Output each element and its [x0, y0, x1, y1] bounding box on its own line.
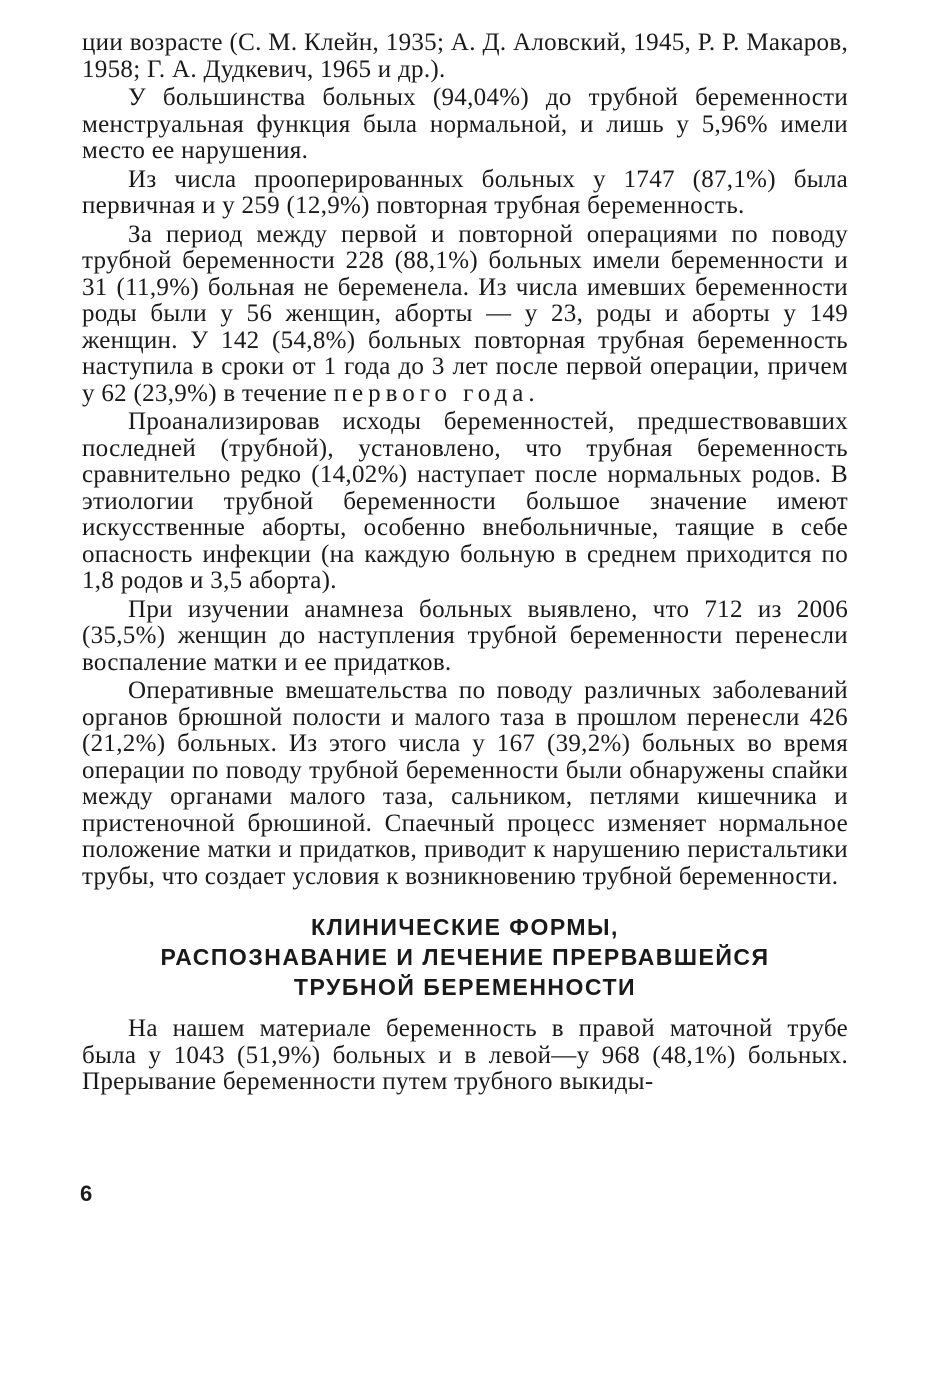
paragraph-4-text: За период между первой и повторной операциями по поводу трубной беременности 228 (88,1%) больных имели беременности и 31 (11,9%) больная не беременела. Из числа имевших беременности роды были у 56 женщин, аборты — у 23, роды и аборты у 149 женщин. У 142 (54,8%) больных повторная трубная беременность наступила в сроки от 1 года до 3 лет после первой операции, причем у 62 (23,9%) в течение [82, 220, 848, 407]
section-heading-line-3: ТРУБНОЙ БЕРЕМЕННОСТИ [293, 974, 637, 1000]
paragraph-6: При изучении анамнеза больных выявлено, что 712 из 2006 (35,5%) женщин до наступления трубной беременности перенесли воспаление матки и ее придатков. [82, 595, 848, 676]
section-heading [82, 912, 848, 1002]
paragraph-7: Оперативные вмешательства по поводу различных заболеваний органов брюшной полости и малого таза в прошлом перенесли 426 (21,2%) больных. Из этого числа у 167 (39,2%) больных во время операции по поводу трубной беременности были обнаружены спайки между органами малого таза, сальником, петлями кишечника и пристеночной брюшиной. Спаечный процесс изменяет нормальное положение матки и придатков, приводит к нарушению перистальтики трубы, что создает условия к возникновению трубной беременности. [82, 677, 848, 890]
paragraph-8: На нашем материале беременность в правой маточной трубе была у 1043 (51,9%) больных и в левой—у 968 (48,1%) больных. Прерывание беременности путем трубного выкиды- [82, 1015, 848, 1095]
page-number: 6 [80, 1181, 93, 1206]
paragraph-4 [82, 222, 848, 408]
paragraph-4-spaced-phrase: первого года. [333, 379, 540, 407]
page-body [82, 30, 848, 1098]
paragraph-2: У большинства больных (94,04%) до трубной беременности менструальная функция была нормальной, и лишь у 5,96% имели место ее нарушения. [82, 84, 848, 164]
paragraph-3: Из числа прооперированных больных у 1747 (87,1%) была первичная и у 259 (12,9%) повторная трубная беременность. [82, 165, 848, 219]
section-heading-line-1: КЛИНИЧЕСКИЕ ФОРМЫ, [311, 914, 619, 940]
paragraph-1: ции возрасте (С. М. Клейн, 1935; А. Д. Аловский, 1945, Р. Р. Макаров, 1958; Г. А. Дудкевич, 1965 и др.). [82, 29, 848, 83]
paragraph-5: Проанализировав исходы беременностей, предшествовавших последней (трубной), установлено, что трубная беременность сравнительно редко (14,02%) наступает после нормальных родов. В этиологии трубной беременности большое значение имеют искусственные аборты, особенно внебольничные, таящие в себе опасность инфекции (на каждую больную в среднем приходится по 1,8 родов и 3,5 аборта). [82, 408, 848, 594]
section-heading-line-2: РАСПОЗНАВАНИЕ И ЛЕЧЕНИЕ ПРЕРВАВШЕЙСЯ [160, 944, 770, 970]
